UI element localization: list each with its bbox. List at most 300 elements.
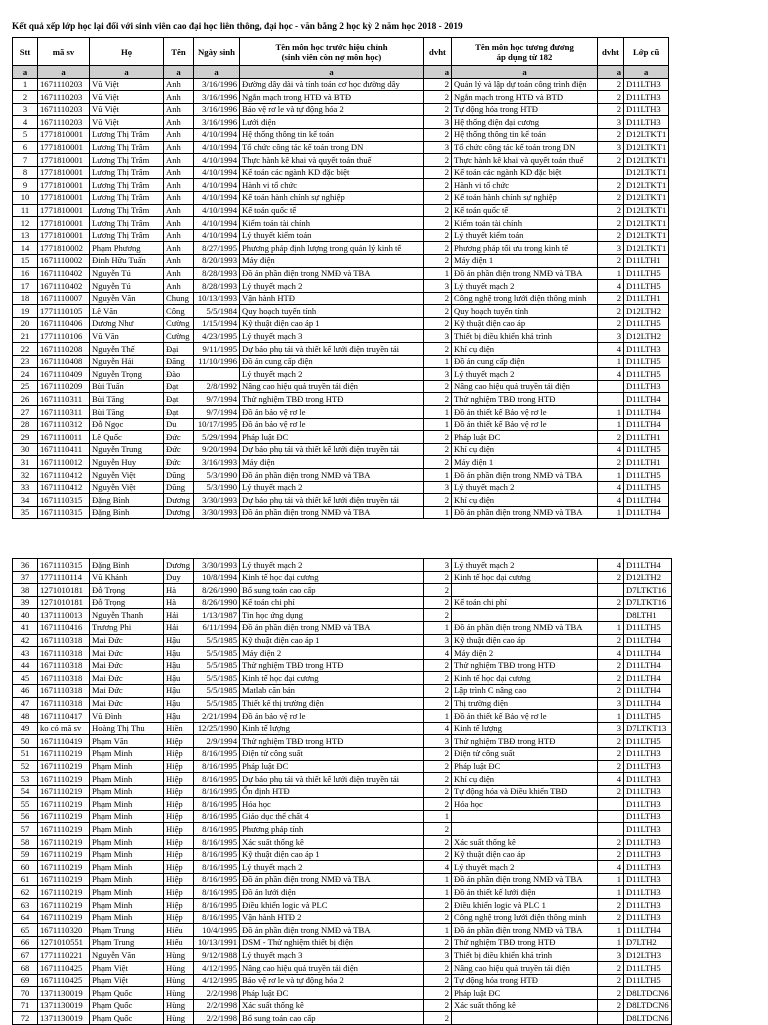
cell-dvht2: 2 — [598, 999, 624, 1012]
col-ten: Tên — [164, 38, 194, 66]
cell-ngay-sinh: 8/16/1995 — [194, 886, 240, 899]
table-row — [13, 506, 669, 519]
cell-stt: 22 — [13, 343, 38, 356]
cell-ten: Dương — [164, 494, 194, 507]
cell-dvht2 — [598, 798, 624, 811]
cell-mon-truoc: Vận hành HTĐ 2 — [240, 911, 424, 924]
cell-ngay-sinh: 8/28/1993 — [194, 267, 240, 280]
cell-lop-cu: D11LTH3 — [624, 873, 672, 886]
cell-ngay-sinh: 5/5/1985 — [194, 647, 240, 660]
cell-mon-truoc: Thiết kế thị trường điện — [240, 697, 424, 710]
cell-dvht1: 2 — [424, 103, 452, 116]
cell-stt: 35 — [13, 506, 38, 519]
cell-ngay-sinh: 2/21/1994 — [194, 710, 240, 723]
cell-dvht1: 3 — [424, 280, 452, 293]
cell-ngay-sinh: 4/10/1994 — [194, 229, 240, 242]
cell-mon-truoc: Kế toán quốc tế — [240, 204, 424, 217]
cell-stt: 2 — [13, 91, 38, 104]
cell-mon-truoc: Đồ án phần điện trong NMĐ và TBA — [240, 621, 424, 634]
cell-dvht2: 3 — [598, 242, 624, 255]
cell-stt: 57 — [13, 823, 38, 836]
cell-lop-cu: D12LTH3 — [624, 949, 672, 962]
cell-dvht1: 2 — [424, 128, 452, 141]
cell-ho: Đỗ Ngọc — [90, 418, 164, 431]
cell-ten: Hùng — [164, 987, 194, 1000]
cell-stt: 60 — [13, 861, 38, 874]
table-row — [13, 91, 669, 104]
cell-ho: Nguyễn Văn — [90, 292, 164, 305]
cell-ma-sv: 1771810001 — [38, 166, 90, 179]
filter-cell-ma-sv: a — [38, 66, 90, 79]
cell-ngay-sinh: 8/16/1995 — [194, 773, 240, 786]
cell-ten: Anh — [164, 242, 194, 255]
cell-ten: Hùng — [164, 1012, 194, 1025]
cell-stt: 32 — [13, 469, 38, 482]
cell-ngay-sinh: 6/11/1994 — [194, 621, 240, 634]
cell-mon-tuong-duong: Khí cụ điện — [452, 343, 598, 356]
cell-mon-truoc: Điện tử công suất — [240, 747, 424, 760]
cell-dvht2: 2 — [598, 899, 624, 912]
cell-dvht1: 2 — [424, 204, 452, 217]
cell-dvht1: 2 — [424, 760, 452, 773]
cell-dvht1: 2 — [424, 974, 452, 987]
cell-stt: 55 — [13, 798, 38, 811]
cell-lop-cu: D12LTKT1 — [624, 166, 669, 179]
cell-ngay-sinh: 5/5/1984 — [194, 305, 240, 318]
cell-lop-cu: D12LTH2 — [624, 571, 672, 584]
cell-dvht2 — [598, 1012, 624, 1025]
cell-mon-tuong-duong: Đồ án thiết kế lưới điện — [452, 886, 598, 899]
cell-mon-tuong-duong — [452, 584, 598, 597]
cell-mon-truoc: Ổn định HTĐ — [240, 785, 424, 798]
table-row — [13, 621, 672, 634]
cell-dvht1: 3 — [424, 559, 452, 572]
cell-ma-sv: 1671110411 — [38, 443, 90, 456]
cell-mon-tuong-duong: Hệ thống thông tin kế toán — [452, 128, 598, 141]
cell-dvht1: 2 — [424, 154, 452, 167]
cell-ngay-sinh: 8/16/1995 — [194, 823, 240, 836]
cell-lop-cu: D11LTH3 — [624, 78, 669, 91]
cell-ma-sv: 1371110013 — [38, 609, 90, 622]
cell-ngay-sinh: 4/10/1994 — [194, 179, 240, 192]
cell-ngay-sinh: 9/11/1995 — [194, 343, 240, 356]
cell-ho: Đặng Bình — [90, 559, 164, 572]
cell-dvht2: 2 — [598, 204, 624, 217]
table-row — [13, 697, 672, 710]
cell-lop-cu: D12LTH2 — [624, 305, 669, 318]
cell-dvht2: 2 — [598, 672, 624, 685]
cell-ngay-sinh: 3/30/1993 — [194, 506, 240, 519]
cell-dvht1: 1 — [424, 267, 452, 280]
cell-lop-cu: D11LTH3 — [624, 899, 672, 912]
cell-lop-cu: D12LTKT1 — [624, 229, 669, 242]
cell-stt: 12 — [13, 217, 38, 230]
cell-mon-tuong-duong — [452, 810, 598, 823]
cell-ten: Đạt — [164, 393, 194, 406]
cell-lop-cu: D12LTKT1 — [624, 179, 669, 192]
cell-stt: 44 — [13, 659, 38, 672]
cell-dvht2: 2 — [598, 191, 624, 204]
cell-dvht1: 2 — [424, 91, 452, 104]
cell-dvht1: 1 — [424, 621, 452, 634]
cell-ma-sv: 1671110219 — [38, 911, 90, 924]
cell-mon-tuong-duong: Lý thuyết kiểm toán — [452, 229, 598, 242]
cell-ngay-sinh: 4/12/1995 — [194, 962, 240, 975]
cell-ten: Anh — [164, 267, 194, 280]
cell-dvht2: 2 — [598, 634, 624, 647]
cell-ho: Trương Phi — [90, 621, 164, 634]
cell-ngay-sinh: 8/16/1995 — [194, 810, 240, 823]
cell-dvht1: 2 — [424, 899, 452, 912]
cell-lop-cu: D11LTH5 — [624, 355, 669, 368]
table-row — [13, 179, 669, 192]
cell-stt: 69 — [13, 974, 38, 987]
cell-ten: Hiệp — [164, 911, 194, 924]
cell-lop-cu: D11LTH3 — [624, 823, 672, 836]
cell-mon-tuong-duong: Lý thuyết mạch 2 — [452, 280, 598, 293]
cell-dvht1: 1 — [424, 924, 452, 937]
cell-ma-sv: 1371130019 — [38, 999, 90, 1012]
cell-mon-tuong-duong: Thử nghiệm TBĐ trong HTĐ — [452, 393, 598, 406]
table-row — [13, 254, 669, 267]
cell-ngay-sinh: 4/10/1994 — [194, 204, 240, 217]
table-row — [13, 722, 672, 735]
table-row — [13, 886, 672, 899]
cell-ngay-sinh: 8/16/1995 — [194, 760, 240, 773]
cell-ma-sv: 1771110221 — [38, 949, 90, 962]
cell-dvht2: 3 — [598, 722, 624, 735]
cell-ma-sv: 1771110114 — [38, 571, 90, 584]
cell-ten: Anh — [164, 116, 194, 129]
cell-mon-truoc: Dự báo phụ tải và thiết kế lưới điện truyền tải — [240, 443, 424, 456]
cell-dvht1: 2 — [424, 823, 452, 836]
cell-mon-tuong-duong: Quy hoạch tuyến tính — [452, 305, 598, 318]
table-row — [13, 330, 669, 343]
cell-lop-cu: D11LTH4 — [624, 406, 669, 419]
cell-ho: Mai Đức — [90, 647, 164, 660]
cell-ngay-sinh: 8/20/1993 — [194, 254, 240, 267]
cell-mon-truoc: Thử nghiệm TBĐ trong HTĐ — [240, 735, 424, 748]
cell-lop-cu: D11LTH4 — [624, 506, 669, 519]
cell-dvht1: 3 — [424, 116, 452, 129]
cell-ma-sv: 1671110311 — [38, 393, 90, 406]
cell-stt: 9 — [13, 179, 38, 192]
cell-dvht1: 2 — [424, 393, 452, 406]
cell-ho: Phạm Quốc — [90, 987, 164, 1000]
cell-ten: Anh — [164, 191, 194, 204]
cell-ma-sv: 1771810001 — [38, 179, 90, 192]
cell-ten: Cường — [164, 317, 194, 330]
cell-mon-truoc: Kinh tế lượng — [240, 722, 424, 735]
cell-ho: Mai Đức — [90, 672, 164, 685]
cell-ho: Dương Như — [90, 317, 164, 330]
cell-mon-truoc: Đồ án cung cấp điện — [240, 355, 424, 368]
cell-ten: Hậu — [164, 634, 194, 647]
cell-ten: Hậu — [164, 710, 194, 723]
cell-ngay-sinh: 2/2/1998 — [194, 999, 240, 1012]
cell-stt: 64 — [13, 911, 38, 924]
cell-ma-sv: 1671110402 — [38, 280, 90, 293]
cell-ten: Hà — [164, 584, 194, 597]
cell-ho: Vũ Đình — [90, 710, 164, 723]
cell-ngay-sinh: 9/7/1994 — [194, 406, 240, 419]
cell-ho: Nguyễn Thanh — [90, 609, 164, 622]
cell-lop-cu: D11LTH3 — [624, 810, 672, 823]
cell-dvht2: 2 — [598, 659, 624, 672]
table-row — [13, 292, 669, 305]
cell-ten: Hiệp — [164, 785, 194, 798]
cell-mon-truoc: Kinh tế học đại cương — [240, 672, 424, 685]
cell-dvht2: 2 — [598, 317, 624, 330]
cell-ho: Phạm Minh — [90, 747, 164, 760]
cell-dvht2: 2 — [598, 128, 624, 141]
cell-dvht2: 2 — [598, 596, 624, 609]
cell-mon-truoc: Bảo vệ rơ le và tự động hóa 2 — [240, 103, 424, 116]
cell-mon-truoc: Tin học ứng dụng — [240, 609, 424, 622]
cell-stt: 33 — [13, 481, 38, 494]
cell-ngay-sinh: 8/16/1995 — [194, 798, 240, 811]
cell-mon-tuong-duong: Kinh tế học đại cương — [452, 672, 598, 685]
cell-stt: 51 — [13, 747, 38, 760]
filter-cell-stt: a — [13, 66, 38, 79]
cell-dvht2: 4 — [598, 559, 624, 572]
cell-ma-sv: 1671110320 — [38, 924, 90, 937]
results-table-part1 — [12, 37, 669, 519]
cell-ngay-sinh: 4/12/1995 — [194, 974, 240, 987]
cell-dvht2: 1 — [598, 418, 624, 431]
cell-mon-tuong-duong: Pháp luật ĐC — [452, 760, 598, 773]
table-row — [13, 823, 672, 836]
cell-mon-tuong-duong: Thiết bị điều khiển khả trình — [452, 949, 598, 962]
cell-mon-tuong-duong: Máy điện 2 — [452, 647, 598, 660]
cell-lop-cu: D11LTH1 — [624, 292, 669, 305]
cell-ho: Phạm Văn — [90, 735, 164, 748]
cell-ma-sv: 1671110419 — [38, 735, 90, 748]
cell-lop-cu: D11LTH1 — [624, 456, 669, 469]
cell-ten: Anh — [164, 217, 194, 230]
cell-stt: 56 — [13, 810, 38, 823]
cell-lop-cu: D11LTH3 — [624, 116, 669, 129]
cell-stt: 18 — [13, 292, 38, 305]
cell-ten: Hậu — [164, 672, 194, 685]
table-body-part1 — [13, 78, 669, 519]
cell-ten: Đạt — [164, 406, 194, 419]
cell-mon-tuong-duong: Tự động hóa và Điều khiển TBĐ — [452, 785, 598, 798]
cell-ma-sv: 1671110315 — [38, 506, 90, 519]
cell-dvht1: 2 — [424, 217, 452, 230]
cell-lop-cu: D11LTH3 — [624, 747, 672, 760]
cell-dvht2: 1 — [598, 506, 624, 519]
cell-mon-truoc: Lý thuyết mạch 2 — [240, 280, 424, 293]
cell-lop-cu: D11LTH5 — [624, 962, 672, 975]
cell-ten: Anh — [164, 103, 194, 116]
cell-lop-cu: D11LTH4 — [624, 559, 672, 572]
cell-lop-cu: D11LTH5 — [624, 735, 672, 748]
cell-ma-sv: 1671110208 — [38, 343, 90, 356]
cell-ngay-sinh: 4/10/1994 — [194, 141, 240, 154]
cell-ho: Phạm Phương — [90, 242, 164, 255]
cell-dvht2: 4 — [598, 368, 624, 381]
cell-dvht1: 2 — [424, 571, 452, 584]
cell-stt: 37 — [13, 571, 38, 584]
cell-dvht1: 4 — [424, 861, 452, 874]
cell-ma-sv: 1671110209 — [38, 380, 90, 393]
cell-ma-sv: 1671110416 — [38, 621, 90, 634]
cell-ngay-sinh: 3/16/1996 — [194, 116, 240, 129]
cell-mon-tuong-duong: Khí cụ điện — [452, 494, 598, 507]
cell-mon-tuong-duong: Máy điện 1 — [452, 254, 598, 267]
cell-mon-truoc: Lý thuyết kiểm toán — [240, 229, 424, 242]
cell-lop-cu: D11LTH3 — [624, 886, 672, 899]
cell-ma-sv: 1671110318 — [38, 697, 90, 710]
cell-mon-tuong-duong: Thị trường điện — [452, 697, 598, 710]
cell-ma-sv: 1671110203 — [38, 116, 90, 129]
cell-mon-truoc: Phương pháp tính — [240, 823, 424, 836]
cell-dvht2 — [598, 823, 624, 836]
cell-mon-tuong-duong: Khí cụ điện — [452, 443, 598, 456]
cell-lop-cu: D11LTH5 — [624, 621, 672, 634]
cell-ma-sv: 1671110011 — [38, 431, 90, 444]
cell-ho: Nguyễn Tú — [90, 280, 164, 293]
cell-ngay-sinh: 11/10/1996 — [194, 355, 240, 368]
col-dvht1: dvht — [424, 38, 452, 66]
cell-ho: Phạm Minh — [90, 861, 164, 874]
cell-mon-truoc: Lý thuyết mạch 2 — [240, 861, 424, 874]
cell-dvht2: 2 — [598, 91, 624, 104]
table-row — [13, 861, 672, 874]
cell-lop-cu: D11LTH3 — [624, 343, 669, 356]
cell-stt: 54 — [13, 785, 38, 798]
cell-mon-tuong-duong: Đồ án phần điện trong NMĐ và TBA — [452, 267, 598, 280]
cell-ngay-sinh: 2/2/1998 — [194, 987, 240, 1000]
table-row — [13, 267, 669, 280]
cell-stt: 50 — [13, 735, 38, 748]
cell-stt: 48 — [13, 710, 38, 723]
cell-stt: 6 — [13, 141, 38, 154]
cell-dvht2: 1 — [598, 710, 624, 723]
cell-ma-sv: 1671110007 — [38, 292, 90, 305]
cell-mon-tuong-duong: Hệ thống điện đại cương — [452, 116, 598, 129]
cell-dvht1: 2 — [424, 380, 452, 393]
cell-ten: Anh — [164, 280, 194, 293]
cell-ten: Hiệp — [164, 899, 194, 912]
cell-ngay-sinh: 5/5/1985 — [194, 672, 240, 685]
cell-dvht1: 2 — [424, 684, 452, 697]
cell-stt: 72 — [13, 1012, 38, 1025]
cell-ngay-sinh: 8/26/1990 — [194, 596, 240, 609]
cell-mon-tuong-duong: Đồ án phần điện trong NMĐ và TBA — [452, 621, 598, 634]
cell-lop-cu: D11LTH4 — [624, 659, 672, 672]
cell-dvht1: 2 — [424, 305, 452, 318]
cell-ngay-sinh: 8/16/1995 — [194, 911, 240, 924]
cell-stt: 30 — [13, 443, 38, 456]
cell-stt: 70 — [13, 987, 38, 1000]
cell-dvht2: 2 — [598, 103, 624, 116]
cell-mon-tuong-duong: Đồ án thiết kế Bảo vệ rơ le — [452, 418, 598, 431]
table-row — [13, 609, 672, 622]
cell-dvht1: 1 — [424, 406, 452, 419]
cell-dvht2: 3 — [598, 330, 624, 343]
cell-mon-truoc: Nâng cao hiệu quả truyền tải điện — [240, 380, 424, 393]
cell-dvht2: 2 — [598, 571, 624, 584]
cell-ma-sv: 1671110219 — [38, 836, 90, 849]
cell-dvht2: 4 — [598, 343, 624, 356]
cell-ma-sv: 1771810001 — [38, 204, 90, 217]
cell-lop-cu: D8LTH1 — [624, 609, 672, 622]
cell-dvht2 — [598, 609, 624, 622]
table-row — [13, 128, 669, 141]
cell-ten: Công — [164, 305, 194, 318]
cell-lop-cu: D12LTKT1 — [624, 204, 669, 217]
cell-ho: Phạm Trung — [90, 936, 164, 949]
table-row — [13, 242, 669, 255]
cell-ho: Phạm Việt — [90, 962, 164, 975]
cell-ngay-sinh: 2/8/1992 — [194, 380, 240, 393]
cell-ho: Bùi Tăng — [90, 393, 164, 406]
cell-ten: Đức — [164, 456, 194, 469]
cell-mon-tuong-duong: Pháp luật ĐC — [452, 431, 598, 444]
table-row — [13, 1012, 672, 1025]
cell-ten: Hậu — [164, 684, 194, 697]
table-row — [13, 406, 669, 419]
cell-stt: 58 — [13, 836, 38, 849]
cell-mon-truoc: Nâng cao hiệu quả truyền tải điện — [240, 962, 424, 975]
cell-mon-tuong-duong: Lập trình C nâng cao — [452, 684, 598, 697]
cell-mon-truoc: Lý thuyết mạch 3 — [240, 949, 424, 962]
cell-mon-truoc: Đồ án bảo vệ rơ le — [240, 710, 424, 723]
cell-lop-cu: D11LTH4 — [624, 684, 672, 697]
cell-dvht1: 1 — [424, 506, 452, 519]
cell-ma-sv: 1671110219 — [38, 810, 90, 823]
table-row — [13, 431, 669, 444]
cell-ma-sv: 1671110318 — [38, 672, 90, 685]
cell-dvht2: 2 — [598, 974, 624, 987]
cell-dvht1: 2 — [424, 999, 452, 1012]
cell-mon-tuong-duong: Lý thuyết mạch 2 — [452, 559, 598, 572]
cell-ngay-sinh: 5/29/1994 — [194, 431, 240, 444]
cell-ho: Mai Đức — [90, 634, 164, 647]
table-row — [13, 911, 672, 924]
cell-ho: Phạm Trung — [90, 924, 164, 937]
cell-stt: 7 — [13, 154, 38, 167]
cell-ngay-sinh: 4/10/1994 — [194, 166, 240, 179]
cell-stt: 24 — [13, 368, 38, 381]
cell-lop-cu: D11LTH5 — [624, 710, 672, 723]
cell-dvht1: 3 — [424, 141, 452, 154]
cell-lop-cu: D11LTH3 — [624, 773, 672, 786]
table-row — [13, 204, 669, 217]
table-row — [13, 154, 669, 167]
cell-stt: 16 — [13, 267, 38, 280]
cell-dvht1: 2 — [424, 785, 452, 798]
cell-ho: Phạm Minh — [90, 823, 164, 836]
table-row — [13, 710, 672, 723]
filter-cell-ngay-sinh: a — [194, 66, 240, 79]
cell-stt: 49 — [13, 722, 38, 735]
col-ho: Họ — [90, 38, 164, 66]
cell-mon-truoc: Kế toán các ngành KD đặc biệt — [240, 166, 424, 179]
filter-cell-ten: a — [164, 66, 194, 79]
cell-ten: Anh — [164, 128, 194, 141]
col-lop-cu: Lớp cũ — [624, 38, 669, 66]
cell-ten: Hùng — [164, 974, 194, 987]
cell-mon-truoc: Quy hoạch tuyến tính — [240, 305, 424, 318]
cell-ngay-sinh: 10/13/1993 — [194, 292, 240, 305]
cell-ho: Vũ Khánh — [90, 571, 164, 584]
cell-mon-tuong-duong: Kỹ thuật điện cao áp — [452, 317, 598, 330]
filter-row — [13, 66, 669, 79]
cell-ten: Dũng — [164, 469, 194, 482]
